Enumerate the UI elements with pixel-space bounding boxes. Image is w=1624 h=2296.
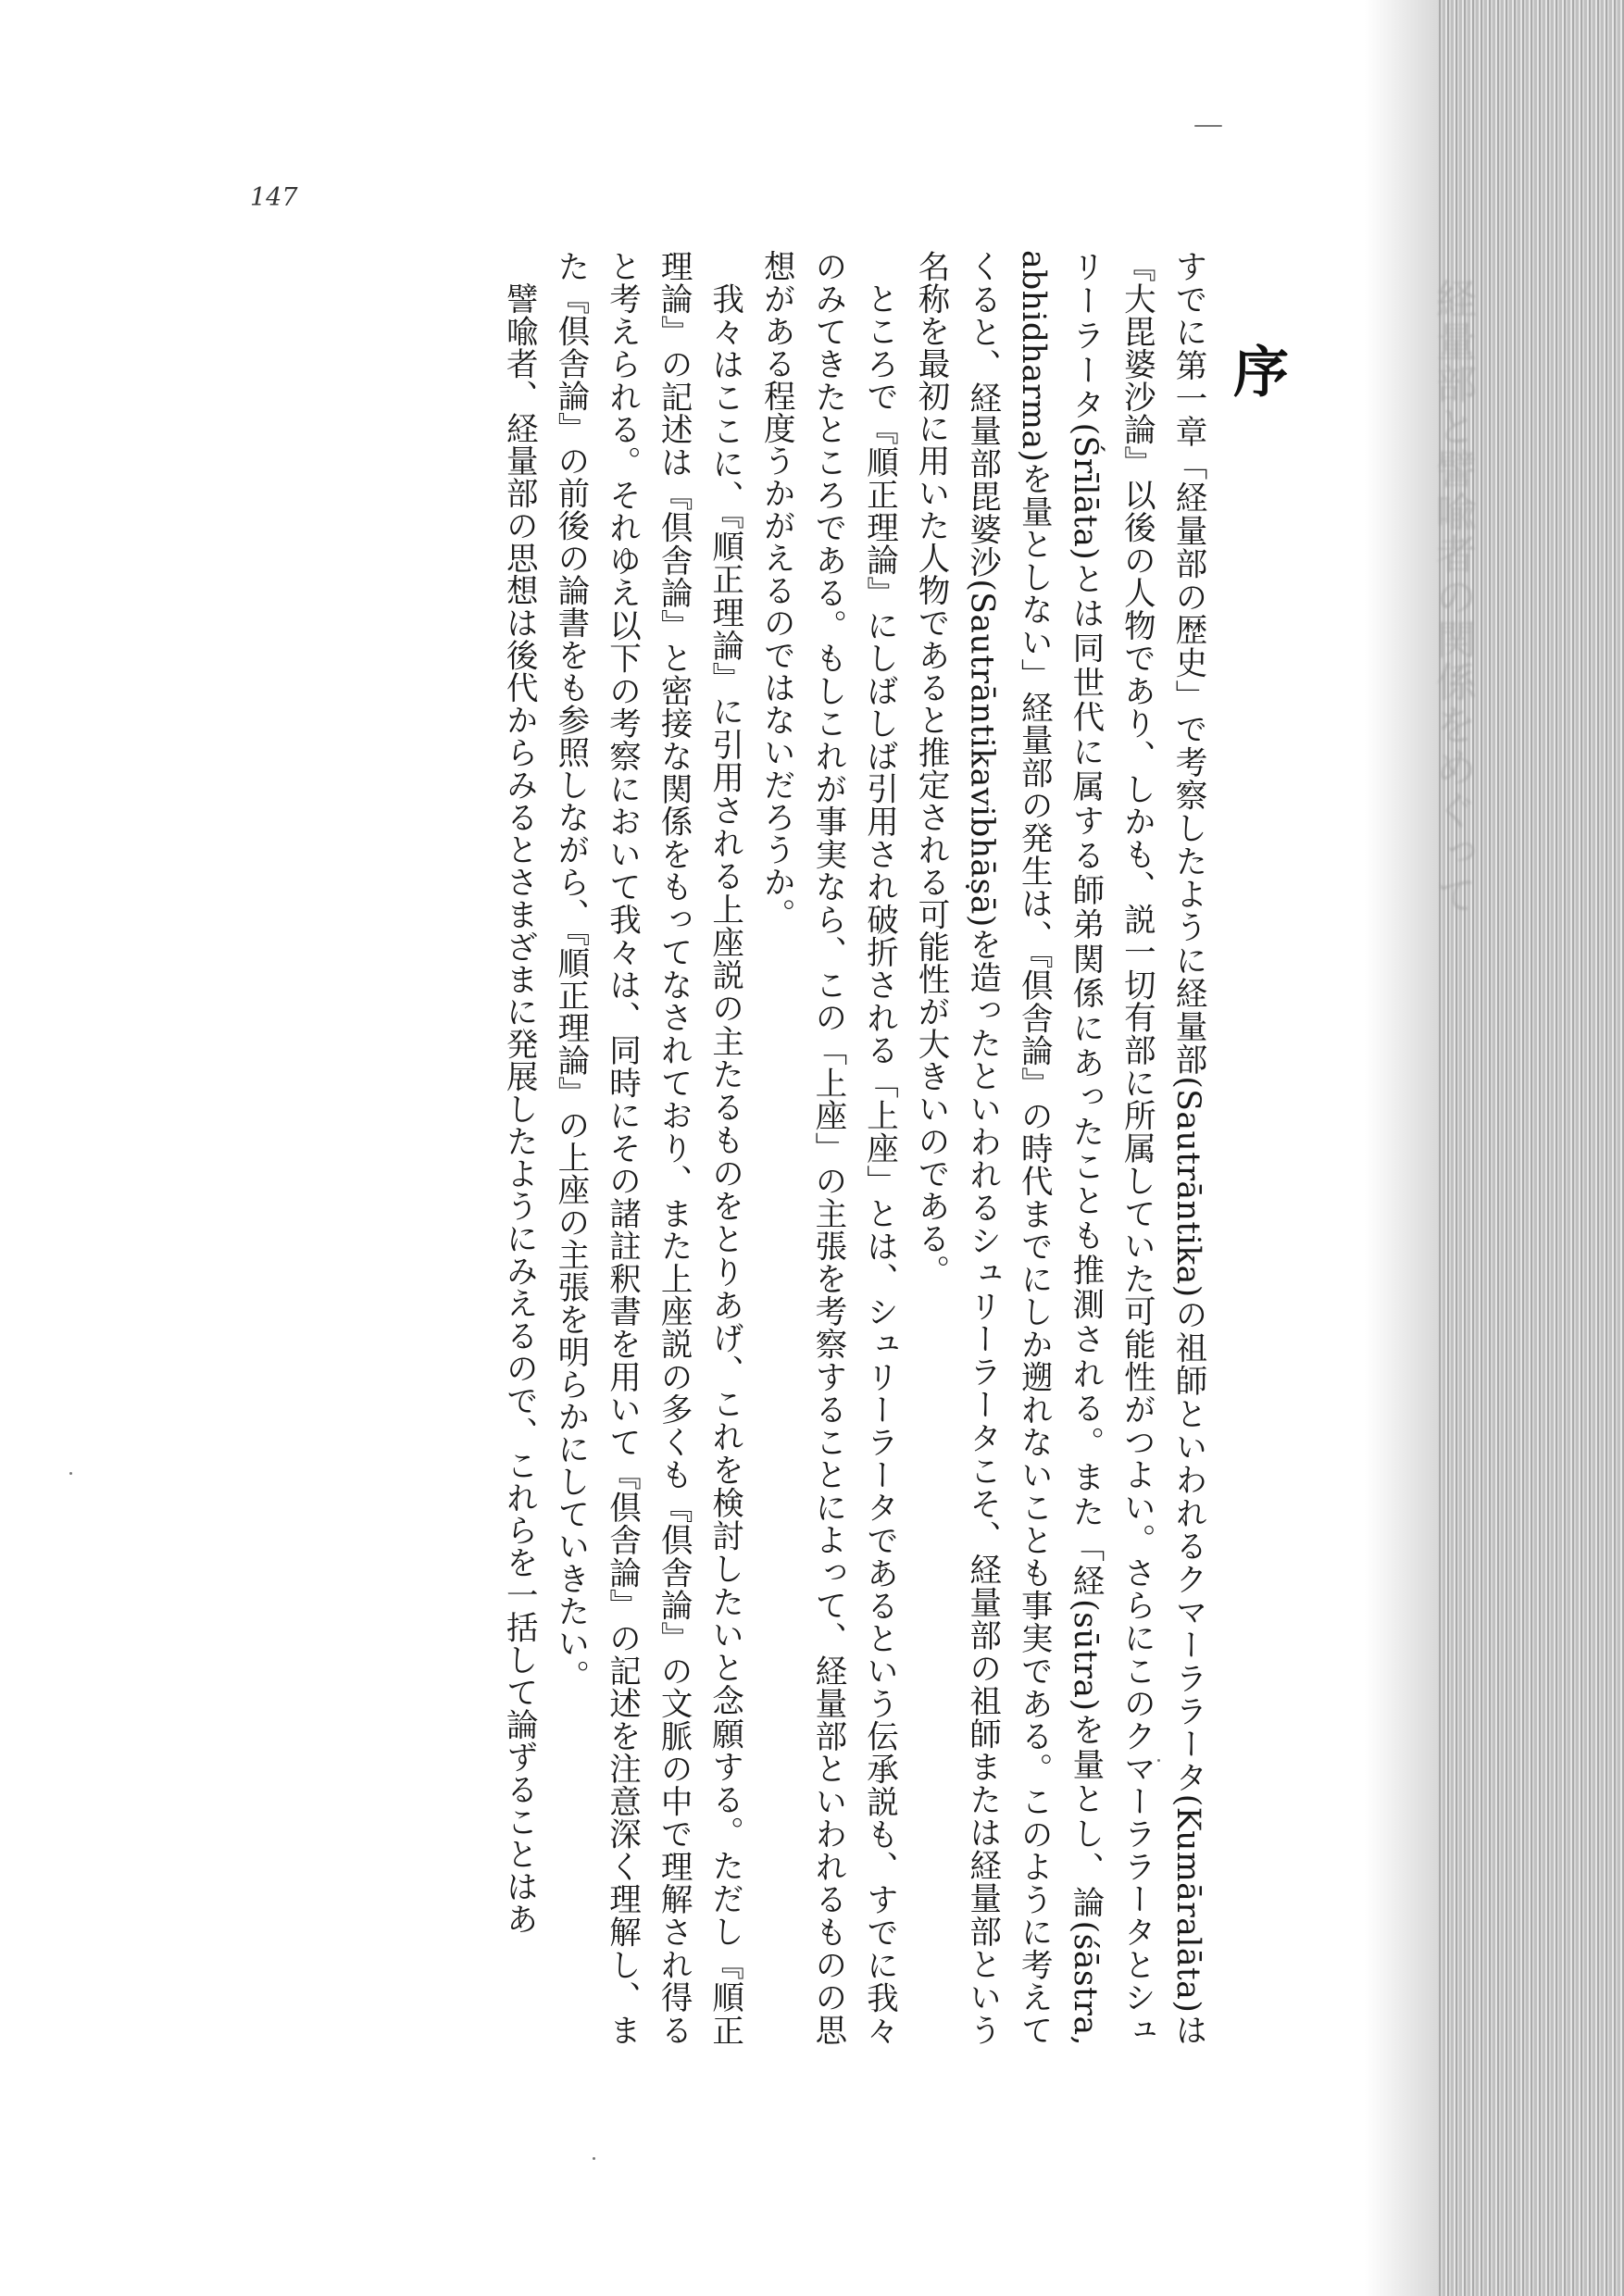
body-text: [231, 250, 1213, 2046]
scan-mark: [1194, 125, 1222, 127]
scan-speck: [1157, 1759, 1160, 1762]
scan-speck: [593, 2157, 595, 2160]
bleed-through-text: 経量部と譬喩者の関係をめぐって: [1429, 278, 1476, 917]
paragraph-1: すでに第一章「経量部の歴史」で考察したように経量部(Sautrāntika)の祖師といわれるクマーララータ(Kumāralāta)は『大毘婆沙論』以後の人物であり、しかも、説一切有部に所属していた可能性がつよい。さらにこのクマーララータとシュリーラータ(Śrīlāta)とは同世代に属する師弟関係にあったことも推測される。また「経(sūtra)を量とし、論(śāstra, abhidharma)を量としない」経量部の発生は、『倶舎論』の時代までにしか遡れないことも事実である。このように考えてくると、経量部毘婆沙(Sautrāntikavibhāṣā)を造ったといわれるシュリーラータこそ、経量部の祖師または経量部という名称を最初に用いた人物であると推定される可能性が大きいのである。: [912, 250, 1206, 2046]
scan-speck: [69, 1472, 72, 1475]
paragraph-4: 譬喩者、経量部の思想は後代からみるとさまざまに発展したようにみえるので、これらを一括して論ずることはあ: [500, 281, 538, 1935]
paragraph-3: 我々はここに、『順正理論』に引用される上座説の主たるものをとりあげ、これを検討したいと念願する。ただし『順正理論』の記述は『倶舎論』と密接な関係をもってなされており、また上座説の多くも『倶舎論』の文脈の中で理解され得ると考えられる。それゆえ以下の考察において我々は、同時にその諸註釈書を用いて『倶舎論』の記述を注意深く理解し、また『倶舎論』の前後の論書をも参照しながら、『順正理論』の上座の主張を明らかにしていきたい。: [551, 250, 743, 2046]
paragraph-2: ところで『順正理論』にしばしば引用され破折される「上座」とは、シュリーラータであるという伝承説も、すでに我々のみてきたところである。もしこれが事実なら、この「上座」の主張を考察することによって、経量部といわれるものの思想がある程度うかがえるのではないだろうか。: [757, 250, 898, 2046]
section-heading: 序: [1224, 343, 1289, 398]
page-number: 147: [250, 183, 298, 212]
